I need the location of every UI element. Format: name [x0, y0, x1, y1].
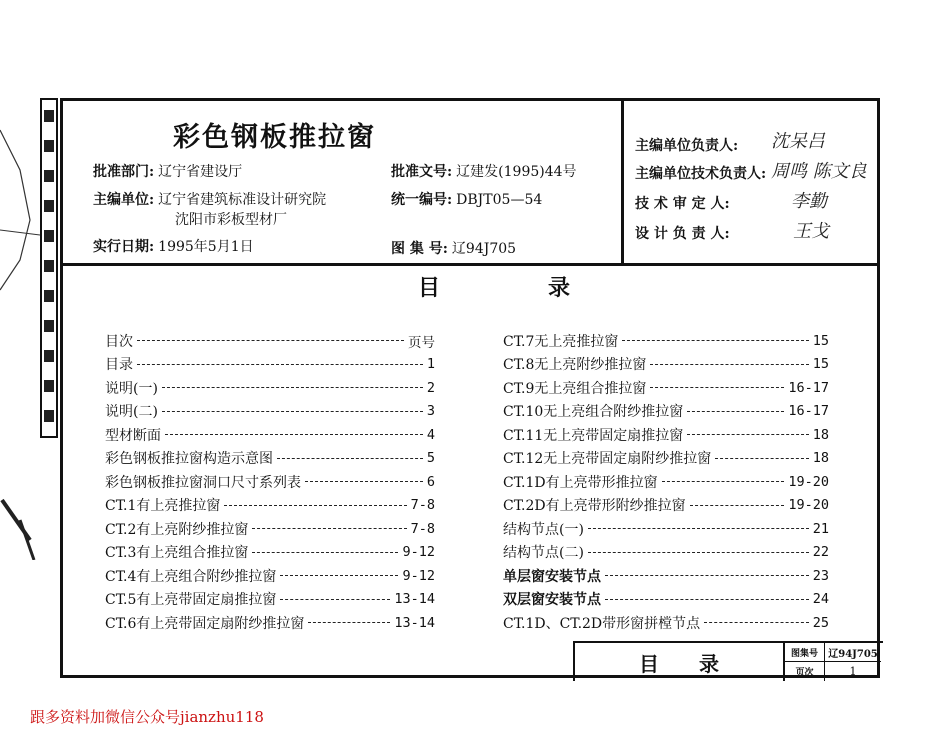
- toc-label: 双层窗安装节点: [503, 592, 601, 609]
- toc-title-a: 目: [418, 275, 441, 301]
- toc-page: 19-20: [788, 497, 829, 514]
- toc-label: CT.10无上亮组合附纱推拉窗: [503, 404, 684, 421]
- toc-row: [105, 494, 435, 518]
- toc-page: 13-14: [394, 614, 435, 631]
- toc-row: [503, 353, 829, 377]
- toc-label: CT.7无上亮推拉窗: [503, 333, 619, 350]
- toc-label: 单层窗安装节点: [503, 568, 601, 585]
- responsible-label: 技 术 审 定 人:: [635, 196, 730, 212]
- toc-page: 3: [426, 403, 435, 420]
- responsible-3: [635, 193, 730, 213]
- atlas-value: 辽94J705: [451, 241, 517, 257]
- leader-dots: [224, 505, 406, 506]
- atlas-label: 图 集 号:: [391, 241, 448, 257]
- footer-title-b: 录: [699, 651, 719, 676]
- leader-dots: [715, 458, 808, 459]
- watermark-text: 跟多资料加微信公众号jianzhu118: [30, 708, 264, 726]
- toc-label: 彩色钢板推拉窗构造示意图: [105, 451, 273, 468]
- leader-dots: [162, 387, 423, 388]
- atlas-no-label: 图集号: [785, 643, 825, 662]
- toc-row: [503, 564, 829, 588]
- doc-no-label: 批准文号:: [391, 164, 453, 180]
- toc-row: [503, 588, 829, 612]
- leader-dots: [277, 458, 423, 459]
- toc-page: 22: [812, 544, 829, 561]
- date-value: 1995年5月1日: [158, 239, 254, 255]
- toc-page: 4: [426, 426, 435, 443]
- toc-row: [503, 423, 829, 447]
- toc-row: [503, 517, 829, 541]
- toc-page: 19-20: [788, 473, 829, 490]
- toc-row: [105, 400, 435, 424]
- toc-page: 页号: [408, 334, 435, 351]
- atlas-no: [391, 238, 516, 258]
- toc-title-b: 录: [548, 275, 571, 301]
- editor-line2-wrap: [171, 209, 287, 229]
- toc-label: CT.12无上亮带固定扇附纱推拉窗: [503, 451, 712, 468]
- leader-dots: [280, 575, 398, 576]
- toc-page: 24: [812, 591, 829, 608]
- toc-label: CT.2有上亮附纱推拉窗: [105, 521, 249, 538]
- signature-2: 周鸣 陈文良: [771, 161, 867, 182]
- signature-3: 李勤: [791, 191, 827, 212]
- doc-no-value: 辽建发(1995)44号: [456, 164, 577, 180]
- toc-label: 彩色钢板推拉窗洞口尺寸系列表: [105, 474, 301, 491]
- document-title: 彩色钢板推拉窗: [173, 122, 376, 153]
- toc-label: 说明(一): [105, 380, 158, 397]
- toc-label: CT.1有上亮推拉窗: [105, 498, 221, 515]
- leader-dots: [605, 599, 809, 600]
- leader-dots: [162, 411, 423, 412]
- approving-dept: [93, 161, 242, 181]
- leader-dots: [280, 599, 390, 600]
- toc-row: [105, 447, 435, 471]
- leader-dots: [252, 552, 398, 553]
- toc-label: CT.1D、CT.2D带形窗拼樘节点: [503, 615, 701, 632]
- toc-row: [105, 423, 435, 447]
- date-label: 实行日期:: [93, 239, 155, 255]
- toc-row: [503, 611, 829, 635]
- toc-page: 23: [812, 567, 829, 584]
- toc-row: [105, 470, 435, 494]
- approval-doc-no: [391, 161, 577, 181]
- editor-label: 主编单位:: [93, 192, 155, 208]
- toc-label: 说明(二): [105, 404, 158, 421]
- toc-page: 25: [812, 614, 829, 631]
- footer-title-block: [573, 641, 883, 681]
- leader-dots: [252, 528, 406, 529]
- toc-page: 13-14: [394, 591, 435, 608]
- toc-label: CT.4有上亮组合附纱推拉窗: [105, 568, 277, 585]
- toc-page: 1: [426, 356, 435, 373]
- toc-row: [105, 611, 435, 635]
- leader-dots: [137, 340, 404, 341]
- toc-row: [503, 494, 829, 518]
- toc-label: CT.5有上亮带固定扇推拉窗: [105, 592, 277, 609]
- leader-dots: [650, 364, 808, 365]
- editor-unit: [93, 189, 326, 209]
- toc-page: 16-17: [788, 379, 829, 396]
- toc-label: CT.11无上亮带固定扇推拉窗: [503, 427, 684, 444]
- approving-dept-value: 辽宁省建设厅: [158, 164, 243, 180]
- toc-page: 21: [812, 520, 829, 537]
- toc-label: 型材断面: [105, 427, 161, 444]
- unified-no-label: 统一编号:: [391, 192, 453, 208]
- toc-page: 15: [812, 332, 829, 349]
- toc-page: 9-12: [402, 544, 435, 561]
- toc-page: 18: [812, 450, 829, 467]
- toc-label: CT.1D有上亮带形推拉窗: [503, 474, 658, 491]
- toc-page: 18: [812, 426, 829, 443]
- atlas-no-value: 辽94J705: [825, 643, 881, 662]
- toc-row: [105, 541, 435, 565]
- toc-page: 7-8: [410, 520, 435, 537]
- toc-page: 5: [426, 450, 435, 467]
- responsible-2: [635, 163, 766, 183]
- editor-line1: 辽宁省建筑标准设计研究院: [158, 192, 327, 208]
- leader-dots: [588, 552, 809, 553]
- leader-dots: [588, 528, 809, 529]
- responsible-label: 主编单位技术负责人:: [635, 166, 767, 182]
- toc-row: [503, 541, 829, 565]
- toc-page: 6: [426, 473, 435, 490]
- leader-dots: [687, 434, 808, 435]
- toc-row: [503, 400, 829, 424]
- leader-dots: [662, 481, 785, 482]
- toc-label: 目录: [105, 357, 133, 374]
- leader-dots: [308, 622, 390, 623]
- header-divider: [621, 101, 624, 266]
- toc-label: CT.3有上亮组合推拉窗: [105, 545, 249, 562]
- signature-4: 王戈: [793, 221, 829, 242]
- leader-dots: [305, 481, 423, 482]
- toc-label: 结构节点(一): [503, 521, 584, 538]
- page-no-value: 1: [849, 665, 857, 678]
- toc-label: CT.2D有上亮带形附纱推拉窗: [503, 498, 686, 515]
- leader-dots: [605, 575, 809, 576]
- leader-dots: [137, 364, 423, 365]
- toc-page: 16-17: [788, 403, 829, 420]
- leader-dots: [622, 340, 808, 341]
- leader-dots: [690, 505, 785, 506]
- leader-dots: [165, 434, 423, 435]
- approving-dept-label: 批准部门:: [93, 164, 155, 180]
- toc-row: [105, 564, 435, 588]
- toc-row: [105, 376, 435, 400]
- toc-label: 目次: [105, 333, 133, 350]
- leader-dots: [650, 387, 784, 388]
- responsible-1: [635, 135, 738, 155]
- toc-page: 9-12: [402, 567, 435, 584]
- toc-row: [105, 517, 435, 541]
- toc-page: 15: [812, 356, 829, 373]
- unified-no-value: DBJT05—54: [456, 192, 543, 208]
- editor-line2: 沈阳市彩板型材厂: [175, 212, 287, 228]
- responsible-4: [635, 223, 730, 243]
- footer-title: [575, 643, 785, 681]
- drawing-sheet: [60, 98, 880, 678]
- responsible-label: 主编单位负责人:: [635, 138, 739, 154]
- toc-left-column: [105, 329, 435, 635]
- leader-dots: [687, 411, 784, 412]
- effective-date: [93, 236, 254, 256]
- toc-row: [503, 376, 829, 400]
- toc-page: 2: [426, 379, 435, 396]
- toc-label: 结构节点(二): [503, 545, 584, 562]
- leader-dots: [704, 622, 809, 623]
- toc-row: [503, 447, 829, 471]
- unified-no: [391, 189, 542, 209]
- toc-label: CT.9无上亮组合推拉窗: [503, 380, 647, 397]
- title-block: [63, 101, 877, 266]
- page-no-label: 页次: [785, 662, 825, 681]
- toc-label: CT.8无上亮附纱推拉窗: [503, 357, 647, 374]
- footer-title-a: 目: [639, 651, 659, 676]
- toc-right-column: [503, 329, 829, 635]
- toc-page: 7-8: [410, 497, 435, 514]
- toc-label: CT.6有上亮带固定扇附纱推拉窗: [105, 615, 305, 632]
- toc-row: [105, 353, 435, 377]
- toc-row: [105, 588, 435, 612]
- toc-row: [503, 329, 829, 353]
- toc-row: [105, 329, 435, 353]
- binding-strip: [40, 98, 58, 438]
- signature-1: 沈呆吕: [771, 131, 825, 152]
- responsible-label: 设 计 负 责 人:: [635, 226, 730, 242]
- toc-row: [503, 470, 829, 494]
